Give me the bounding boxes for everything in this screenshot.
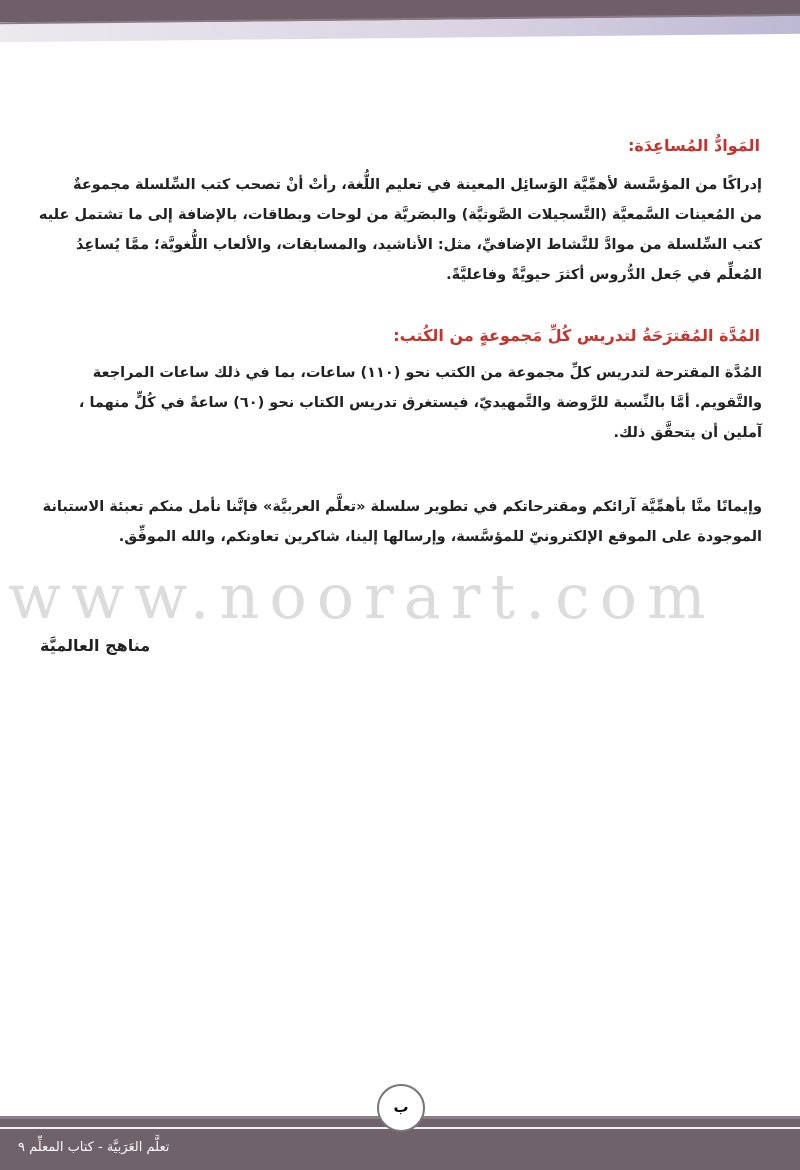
text-line: الموجودة على الموقع الإلكترونيّ للمؤسَّسة، وإرسالها إلينا، شاكرين تعاونكم، والله الموفِّق.	[118, 529, 762, 545]
paragraph-materials	[40, 170, 762, 290]
section-title-duration: المُدَّة المُقترَحَةُ لتدريس كُلِّ مَجموعةٍ من الكُتب:	[393, 326, 760, 345]
text-line: من المُعينات السَّمعيَّة (التَّسجيلات الصَّوتيَّة) والبصَريَّة من لوحات وبطاقات، بالإضافة إلى ما تشتمل عليه	[38, 207, 762, 223]
text-line: المُدَّة المقترحة لتدريس كلِّ مجموعة من الكتب نحو (١١٠) ساعات، بما في ذلك ساعات المراجعة	[92, 365, 762, 381]
text-line: إدراكًا من المؤسَّسة لأهمِّيَّة الوَسائِل المعينة في تعليم اللُّغة، رأتْ أنْ تصحب كتب السِّلسلة مجموعةٌ	[73, 177, 762, 193]
paragraph-duration	[40, 358, 762, 448]
text-line: والتَّقويم. أمَّا بالنِّسبة للرَّوضة والتَّمهيديّ، فيستغرق تدريس الكتاب نحو (٦٠) ساعةً في كُلٍّ منهما ،	[78, 395, 762, 411]
text-line: كتب السِّلسلة من موادَّ للنَّشاط الإضافيِّ، مثل: الأناشيد، والمسابقات، والألعاب اللُّغويَّة؛ ممَّا يُساعِدُ	[75, 237, 762, 253]
paragraph-feedback	[40, 492, 762, 552]
text-line: المُعلِّم في جَعل الدُّروس أكثرَ حيويَّةً وفاعليَّةً.	[446, 267, 762, 283]
text-line: آملين أن يتحقَّق ذلك.	[613, 425, 762, 441]
text-line: وإيمانًا منَّا بأهمِّيَّة آرائكم ومقترحاتكم في تطوير سلسلة «تعلَّم العربيَّة» فإنَّنا نأمل منكم تعبئة الاستبانة	[42, 499, 762, 515]
section-title-materials: المَوادُّ المُساعِدَة:	[627, 136, 760, 155]
watermark: www.noorart.com	[8, 560, 716, 633]
page-number: ب	[377, 1084, 425, 1132]
footer-book-title: تعلَّم العَرَبيَّة - كتاب المعلِّم ٩	[18, 1140, 170, 1155]
signature: مناهج العالميَّة	[40, 636, 151, 655]
